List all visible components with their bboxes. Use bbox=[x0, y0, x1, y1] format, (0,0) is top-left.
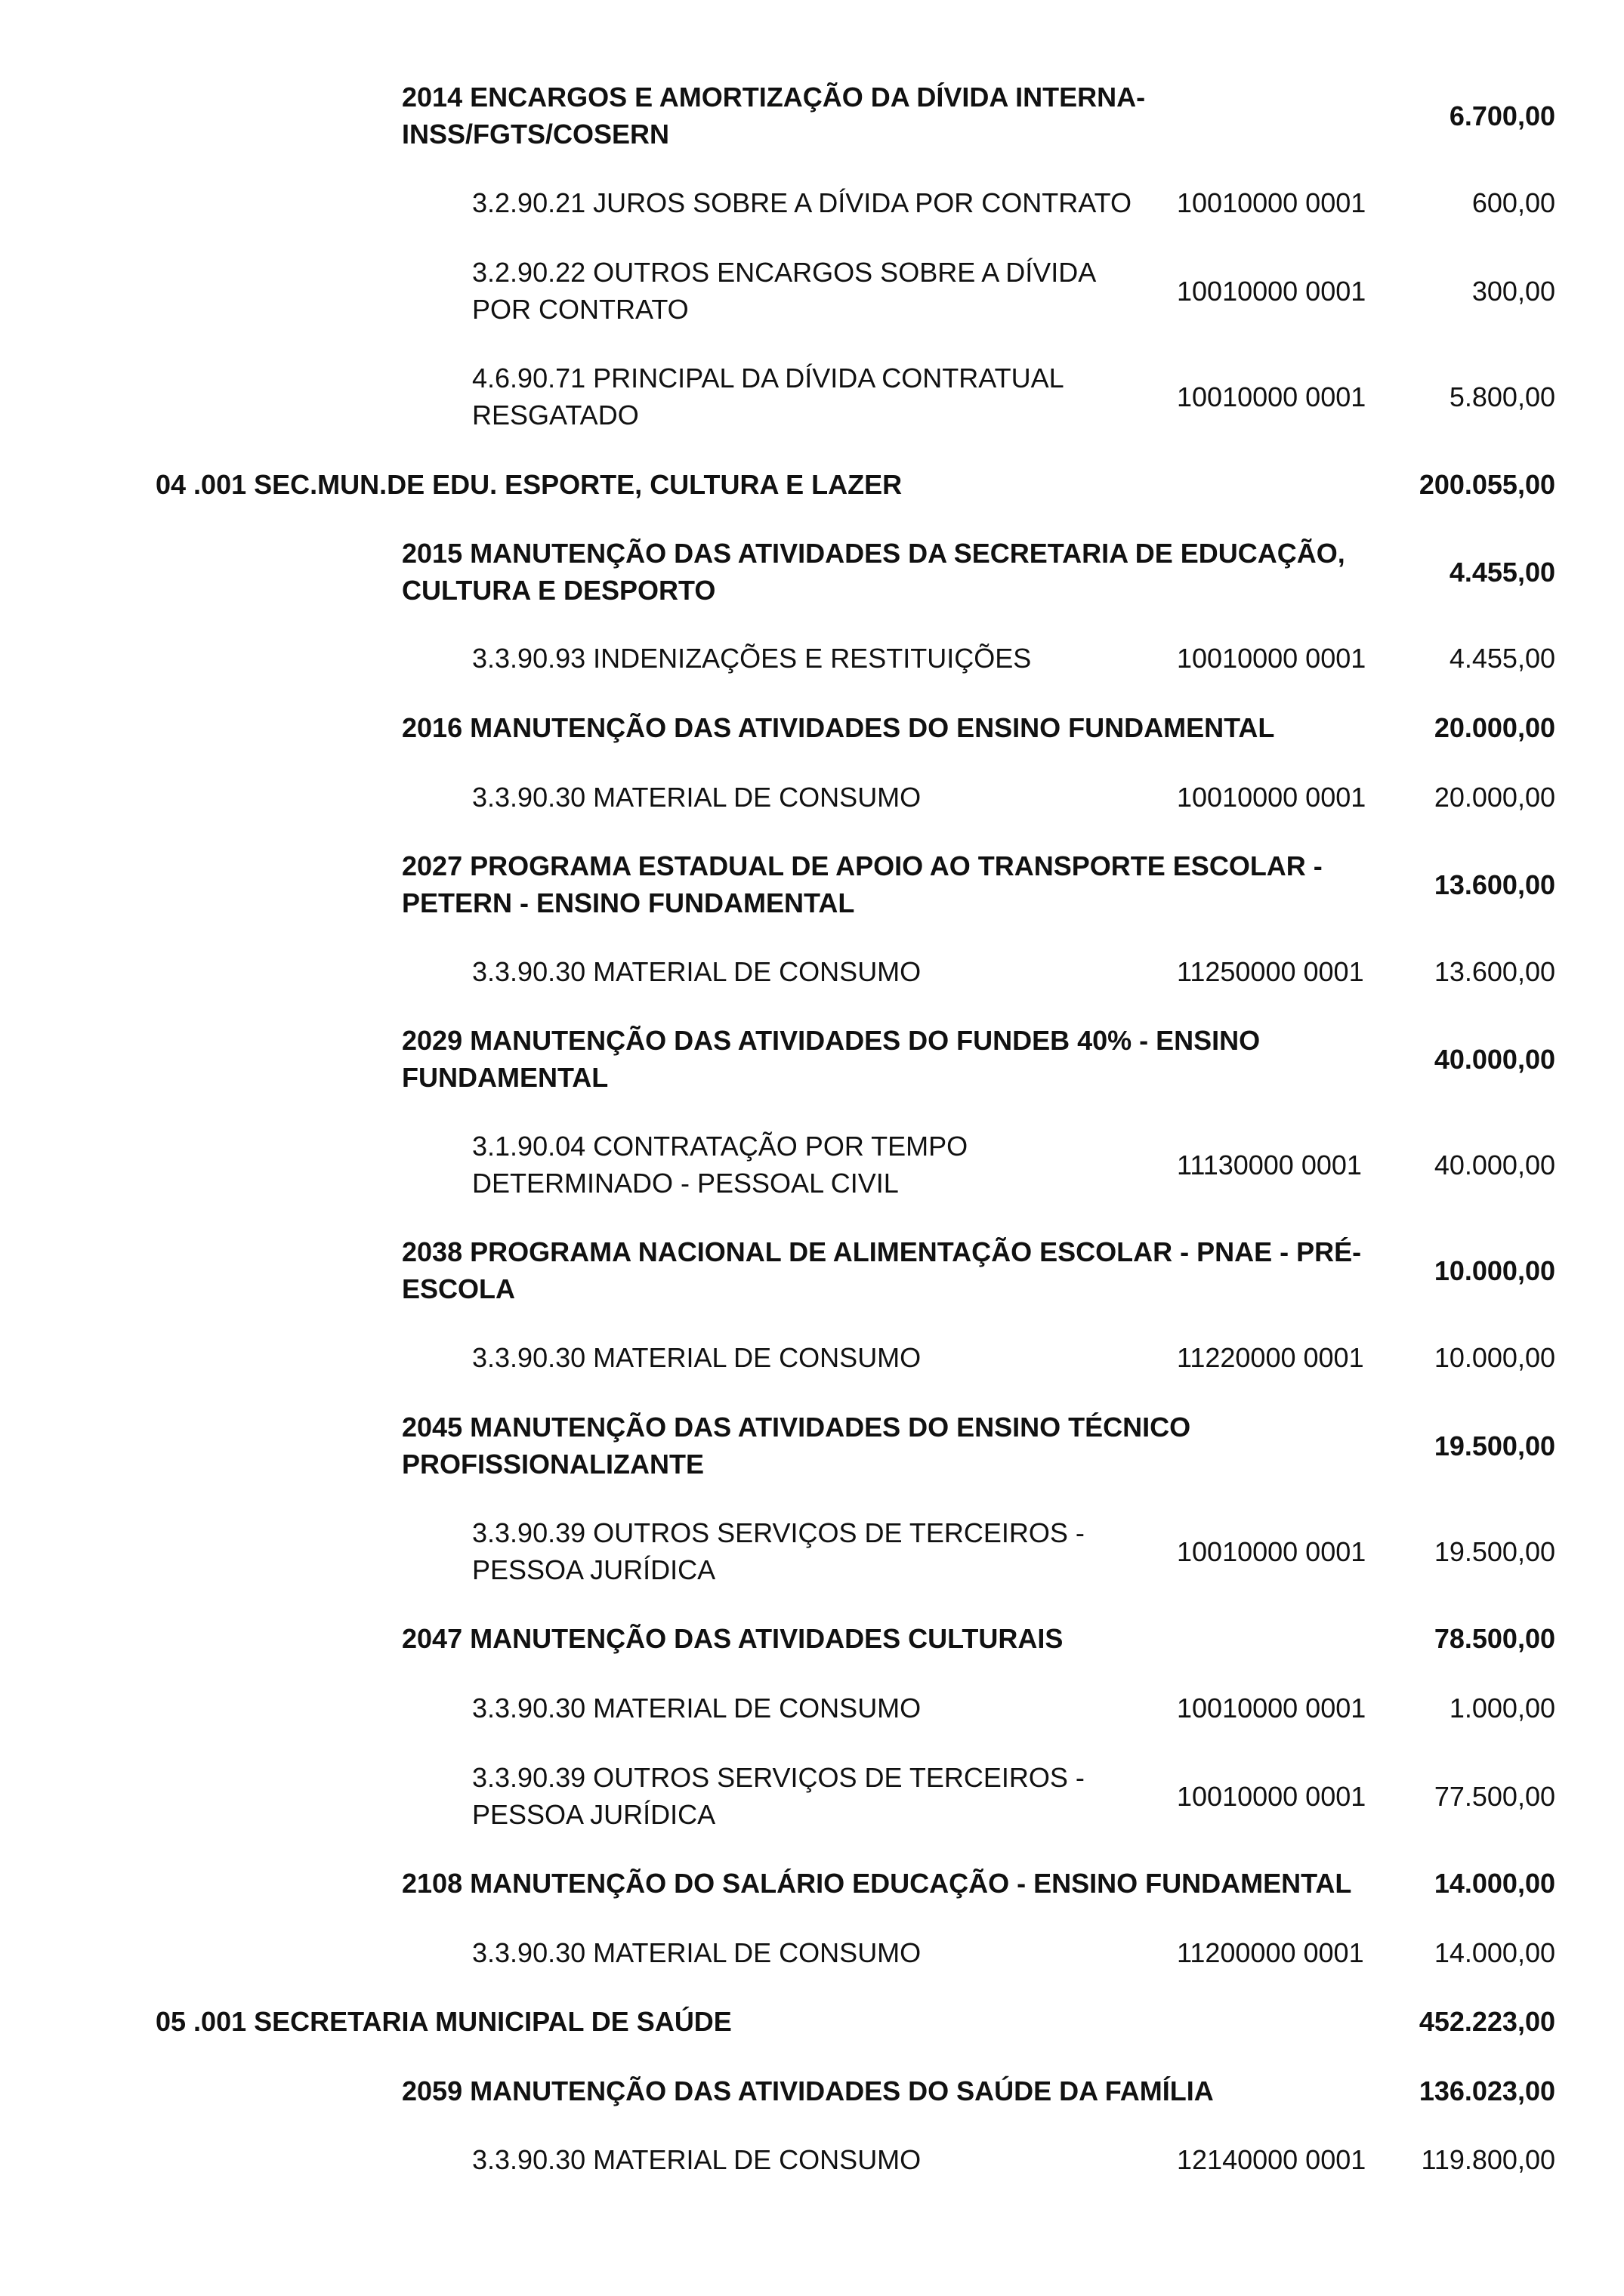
action-description: 2014 ENCARGOS E AMORTIZAÇÃO DA DÍVIDA INTERNA-INSS/FGTS/COSERN bbox=[402, 82, 1146, 150]
budget-unit-row bbox=[0, 2003, 1624, 2040]
action-description: 2027 PROGRAMA ESTADUAL DE APOIO AO TRANSPORTE ESCOLAR - PETERN - ENSINO FUNDAMENTAL bbox=[402, 850, 1323, 918]
funding-source-code: 10010000 0001 bbox=[1177, 782, 1366, 813]
budget-action-row bbox=[0, 847, 1624, 921]
budget-element-row bbox=[0, 953, 1624, 990]
amount-value: 4.455,00 bbox=[1449, 556, 1555, 588]
funding-source-code: 10010000 0001 bbox=[1177, 1693, 1366, 1724]
budget-action-row bbox=[0, 1620, 1624, 1657]
unit-description: 04 .001 SEC.MUN.DE EDU. ESPORTE, CULTURA E LAZER bbox=[156, 469, 903, 500]
amount-value: 452.223,00 bbox=[1419, 2006, 1555, 2037]
amount-value: 13.600,00 bbox=[1434, 869, 1555, 900]
amount-value: 40.000,00 bbox=[1434, 1149, 1555, 1180]
element-description: 3.3.90.30 MATERIAL DE CONSUMO bbox=[472, 1693, 922, 1724]
amount-value: 6.700,00 bbox=[1449, 100, 1555, 131]
budget-element-row bbox=[0, 1690, 1624, 1727]
funding-source-code: 11130000 0001 bbox=[1177, 1149, 1362, 1180]
budget-element-row bbox=[0, 184, 1624, 221]
amount-value: 13.600,00 bbox=[1434, 956, 1555, 987]
amount-value: 20.000,00 bbox=[1434, 712, 1555, 743]
action-description: 2015 MANUTENÇÃO DAS ATIVIDADES DA SECRETARIA DE EDUCAÇÃO, CULTURA E DESPORTO bbox=[402, 538, 1345, 606]
amount-value: 200.055,00 bbox=[1419, 469, 1555, 500]
funding-source-code: 10010000 0001 bbox=[1177, 275, 1366, 307]
amount-value: 14.000,00 bbox=[1434, 1868, 1555, 1899]
amount-value: 10.000,00 bbox=[1434, 1254, 1555, 1286]
budget-action-row bbox=[0, 1409, 1624, 1483]
action-description: 2108 MANUTENÇÃO DO SALÁRIO EDUCAÇÃO - ENSINO FUNDAMENTAL bbox=[402, 1868, 1352, 1899]
amount-value: 78.500,00 bbox=[1434, 1623, 1555, 1654]
budget-element-row bbox=[0, 360, 1624, 434]
amount-value: 14.000,00 bbox=[1434, 1937, 1555, 1968]
budget-element-row bbox=[0, 1759, 1624, 1833]
budget-element-row bbox=[0, 1128, 1624, 1202]
funding-source-code: 10010000 0001 bbox=[1177, 643, 1366, 674]
budget-action-row bbox=[0, 2072, 1624, 2109]
element-description: 3.3.90.30 MATERIAL DE CONSUMO bbox=[472, 956, 922, 987]
funding-source-code: 11200000 0001 bbox=[1177, 1937, 1364, 1968]
action-description: 2038 PROGRAMA NACIONAL DE ALIMENTAÇÃO ESCOLAR - PNAE - PRÉ-ESCOLA bbox=[402, 1236, 1362, 1304]
budget-action-row bbox=[0, 1233, 1624, 1307]
funding-source-code: 10010000 0001 bbox=[1177, 381, 1366, 412]
element-description: 3.3.90.93 INDENIZAÇÕES E RESTITUIÇÕES bbox=[472, 643, 1032, 674]
amount-value: 600,00 bbox=[1471, 187, 1555, 218]
funding-source-code: 10010000 0001 bbox=[1177, 1535, 1366, 1567]
funding-source-code: 11220000 0001 bbox=[1177, 1342, 1364, 1373]
budget-element-row bbox=[0, 779, 1624, 816]
amount-value: 4.455,00 bbox=[1449, 643, 1555, 674]
action-description: 2047 MANUTENÇÃO DAS ATIVIDADES CULTURAIS bbox=[402, 1623, 1064, 1654]
element-description: 3.3.90.30 MATERIAL DE CONSUMO bbox=[472, 1342, 922, 1373]
funding-source-code: 10010000 0001 bbox=[1177, 187, 1366, 218]
budget-element-row bbox=[0, 1514, 1624, 1588]
budget-action-row bbox=[0, 1865, 1624, 1902]
budget-action-row bbox=[0, 709, 1624, 746]
element-description: 4.6.90.71 PRINCIPAL DA DÍVIDA CONTRATUAL RESGATADO bbox=[472, 363, 1064, 430]
amount-value: 1.000,00 bbox=[1449, 1693, 1555, 1724]
budget-element-row bbox=[0, 1934, 1624, 1971]
amount-value: 119.800,00 bbox=[1421, 2144, 1555, 2175]
funding-source-code: 10010000 0001 bbox=[1177, 1780, 1366, 1812]
amount-value: 136.023,00 bbox=[1419, 2075, 1555, 2106]
budget-action-row bbox=[0, 535, 1624, 609]
element-description: 3.3.90.39 OUTROS SERVIÇOS DE TERCEIROS - PESSOA JURÍDICA bbox=[472, 1517, 1085, 1585]
action-description: 2016 MANUTENÇÃO DAS ATIVIDADES DO ENSINO FUNDAMENTAL bbox=[402, 712, 1275, 743]
budget-action-row bbox=[0, 1022, 1624, 1096]
amount-value: 300,00 bbox=[1471, 275, 1555, 307]
amount-value: 5.800,00 bbox=[1449, 381, 1555, 412]
funding-source-code: 12140000 0001 bbox=[1177, 2144, 1366, 2175]
amount-value: 20.000,00 bbox=[1434, 782, 1555, 813]
amount-value: 40.000,00 bbox=[1434, 1043, 1555, 1075]
element-description: 3.3.90.30 MATERIAL DE CONSUMO bbox=[472, 2144, 922, 2175]
funding-source-code: 11250000 0001 bbox=[1177, 956, 1364, 987]
budget-action-row bbox=[0, 79, 1624, 153]
amount-value: 19.500,00 bbox=[1434, 1535, 1555, 1567]
budget-element-row bbox=[0, 254, 1624, 328]
amount-value: 19.500,00 bbox=[1434, 1430, 1555, 1461]
budget-unit-row bbox=[0, 466, 1624, 503]
action-description: 2059 MANUTENÇÃO DAS ATIVIDADES DO SAÚDE DA FAMÍLIA bbox=[402, 2075, 1214, 2106]
budget-element-row bbox=[0, 2141, 1624, 2178]
element-description: 3.3.90.30 MATERIAL DE CONSUMO bbox=[472, 1937, 922, 1968]
element-description: 3.1.90.04 CONTRATAÇÃO POR TEMPO DETERMINADO - PESSOAL CIVIL bbox=[472, 1131, 968, 1199]
unit-description: 05 .001 SECRETARIA MUNICIPAL DE SAÚDE bbox=[156, 2006, 732, 2037]
amount-value: 10.000,00 bbox=[1434, 1342, 1555, 1373]
action-description: 2029 MANUTENÇÃO DAS ATIVIDADES DO FUNDEB 40% - ENSINO FUNDAMENTAL bbox=[402, 1025, 1261, 1093]
budget-element-row bbox=[0, 1339, 1624, 1376]
amount-value: 77.500,00 bbox=[1434, 1780, 1555, 1812]
element-description: 3.3.90.30 MATERIAL DE CONSUMO bbox=[472, 782, 922, 813]
element-description: 3.3.90.39 OUTROS SERVIÇOS DE TERCEIROS - PESSOA JURÍDICA bbox=[472, 1762, 1085, 1830]
element-description: 3.2.90.22 OUTROS ENCARGOS SOBRE A DÍVIDA POR CONTRATO bbox=[472, 257, 1095, 325]
element-description: 3.2.90.21 JUROS SOBRE A DÍVIDA POR CONTRATO bbox=[472, 187, 1132, 218]
budget-element-row bbox=[0, 640, 1624, 677]
action-description: 2045 MANUTENÇÃO DAS ATIVIDADES DO ENSINO TÉCNICO PROFISSIONALIZANTE bbox=[402, 1412, 1191, 1480]
